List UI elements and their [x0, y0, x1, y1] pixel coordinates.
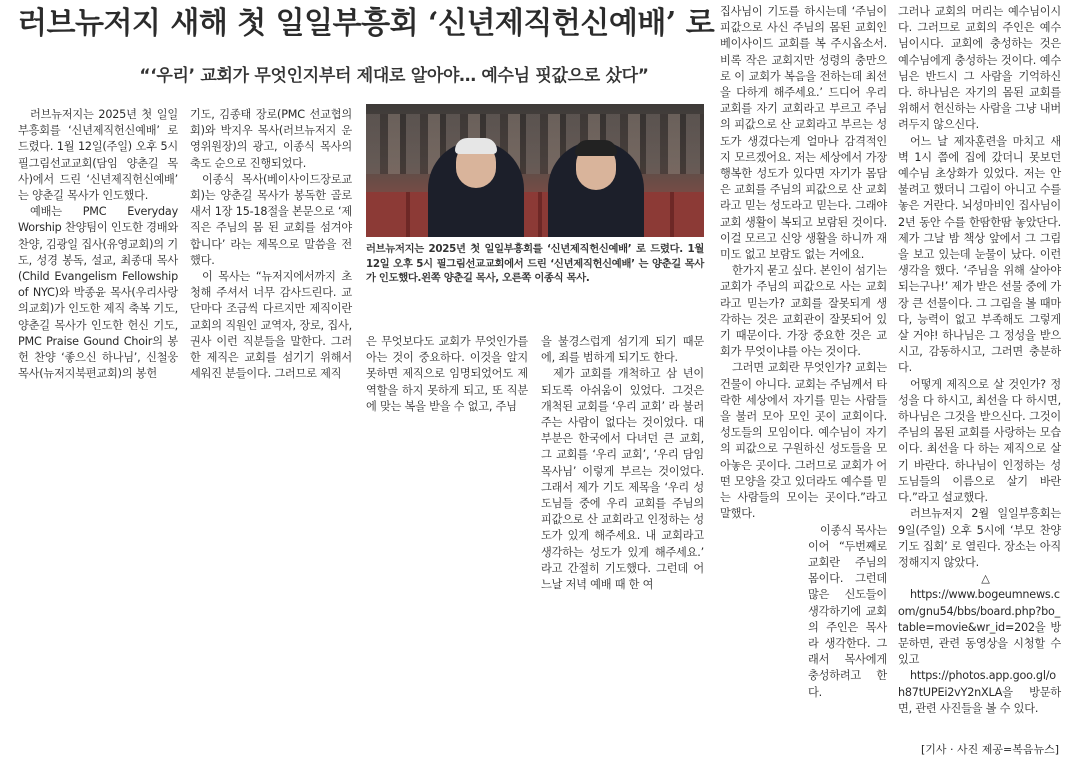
column-5 — [720, 4, 887, 701]
photo-caption: 러브뉴저지는 2025년 첫 일일부흥회를 ‘신년제직헌신예배’ 로 드렸다. 1월 12일 오후 5시 필그림선교교회에서 드린 ‘신년제직헌신예배’ 는 양춘길 목사가 인도했다.왼쪽 양춘길 목사, 오른쪽 이종식 목사. — [366, 243, 704, 284]
paragraph: 러브뉴저지 2월 일일부흥회는 9일(주일) 오후 5시에 ‘부모 찬양 기도 집회’ 로 열린다. 장소는 아직 정해지지 않았다. — [898, 507, 1061, 569]
paragraph: 제가 교회를 개척하고 삼 년이 되도록 아쉬움이 있었다. 그것은 개척된 교회를 ‘우리 교회’ 라 불러주는 사람이 없다는 것이었다. 대부분은 한국에서 다녀던 큰 교회, 그 교회를 ‘우리 교회’, ‘우리 담임 목사님’ 이렇게 부르는 것이었다. 그래서 제가 기도 제목을 ‘우리 성도님들 중에 우리 교회를 주님의 피값으로 산 교회라고 인정하는 성도가 있게 해주세요. 내 교회라고 생각하는 성도가 있게 해주세요.’ 라고 간절히 기도했다. 그런데 어느날 저녁 예배 때 한 여 — [541, 367, 704, 592]
paragraph: 그러면 교회란 무엇인가? 교회는 건물이 아니다. 교회는 주님께서 타락한 세상에서 자기를 믿는 사람들을 불러 모아 모인 곳이 교회이다. 성도들의 모임이다. 예수님이 자기의 피값으로 구원하신 성도들을 모아놓은 곳이다. 그러므로 교회가 어떤 모양을 갖고 있더라도 예수를 믿는 사람들의 모이는 곳이다.”라고 말했다. — [720, 361, 887, 521]
column-1 — [18, 107, 178, 382]
separator-mark: △ — [981, 572, 990, 586]
paragraph: 한가지 묻고 싶다. 본인이 섬기는 교회가 주님의 피값으로 사는 교회라고 믿는가? 교회를 잘못되게 생각하는 것은 교회관이 잘못되어 있기 때문이다. 가장 중요한 것은 교회가 무엇이냐를 아는 것이다. — [720, 264, 887, 359]
column-3 — [366, 334, 528, 415]
paragraph: 은 무엇보다도 교회가 무엇인가를 아는 것이 중요하다. 이것을 알지 못하면 제직으로 임명되었어도 제 역할을 하지 못하게 되고, 또 직분에 맞는 복을 받을 수 없고, 주님 — [366, 335, 528, 413]
paragraph: 을 불경스럽게 섬기게 되기 때문에, 죄를 범하게 되기도 한다. — [541, 335, 704, 365]
photo-link[interactable]: https://photos.app.goo.gl/oh87tUPEi2vY2nXLA을 방문하면, 관련 사진들을 볼 수 있다. — [898, 669, 1061, 715]
paragraph: 어느 날 제자훈련을 마치고 새벽 1시 쯤에 집에 갔더니 못보던 예수님 초상화가 있었다. 저는 안 불려고 했더니 그림이 아니고 수를 놓은 거란다. 뇌성마비인 집사님이 2년 동안 수를 한땀한땀 놓았단다. 제가 그날 밤 책상 앞에서 그 그림을 보고 있는데 눈물이 났다. 이런 생각을 했다. ‘주님을 위해 살아야 되는구나!’ 제가 받은 선물 중에 가장 큰 선물이다. 그 그림을 볼 때마다, 능력이 없고 부족해도 그렇게 살 거야! 하나님은 그 정성을 받으시고, 감동하시고, 그러면 충분하다. — [898, 134, 1061, 375]
paragraph: 집사님이 기도를 하시는데 ‘주님이 피값으로 사신 주님의 몸된 교회인 베이사이드 교회를 복 주시옵소서. 비록 작은 교회지만 성령의 충만으로 이 교회가 복음을 전하는데 최선을 다하게 해주세요.’ 드디어 우리 교회를 자기 교회라고 부르고 주님의 피값으로 산 교회라고 부르는 성도가 생겼다는게 얼마나 감격적인지 모르겠어요. 저는 세상에서 가장 행복한 성도가 있다면 자기가 몸담은 교회를 주님의 피값으로 산 교회라고 믿는 성도라고 믿는다. 그래야 교회 생활이 복되고 보람된 것이다. 이걸 모르고 신앙 생활을 하니까 재미도 없고 보람도 없는 거에요. — [720, 5, 887, 262]
video-link[interactable]: https://www.bogeumnews.com/gnu54/bbs/board.php?bo_table=movie&wr_id=202을 방문하면, 관련 동영상을 시청할 수 있고 — [898, 588, 1061, 667]
column-2 — [190, 107, 352, 382]
subheadline: “‘우리’ 교회가 무엇인지부터 제대로 알아야… 예수님 핏값으로 샀다” — [139, 66, 649, 86]
paragraph: 예배는 PMC Everyday Worship 찬양팀이 인도한 경배와 찬양, 김광일 집사(유영교회)의 기도, 성경 봉독, 설교, 최종대 목사(Child Evangelism Fellowship of NYC)와 박종윤 목사(우리사랑의교회)가 인도한 제직 축복 기도, 양춘길 목사가 인도한 헌신 기도, PMC Praise Gound Choir의 봉헌 찬양 ‘좋으신 하나님’, 신철웅 목사(뉴저지북편교회)의 봉헌 — [18, 205, 178, 381]
paragraph: 이종식 목사(베이사이드장로교회)는 양춘길 목사가 봉독한 골로새서 1장 15-18절을 본문으로 ‘제직은 주님의 몸 된 교회를 섬겨야 합니다’ 라는 제목으로 말씀을 전했다. — [190, 172, 352, 267]
paragraph: 이 목사는 “뉴저지에서까지 초청해 주셔서 너무 감사드린다. 교단마다 조금씩 다르지만 제직이란 교회의 직원인 교역자, 장로, 집사, 권사 이런 직분들을 말한다. 그러한 제직은 교회를 섬기기 위해서 세워진 분들이다. 그러므로 제직 — [190, 270, 352, 381]
column-6 — [898, 4, 1061, 717]
article-credit: [기사 · 사진 제공=복음뉴스] — [920, 743, 1059, 756]
paragraph: 어떻게 제직으로 살 것인가? 정성을 다 하시고, 최선을 다 하시면, 하나님은 그것을 받으신다. 그것이 주님의 몸된 교회를 사랑하는 모습이다. 최선을 다 하는 제직으로 살기 바란다. 하나님이 인정하는 성도님들의 이름으로 살기 바란다.”라고 설교했다. — [898, 377, 1061, 505]
paragraph: 이종식 목사는 이어 “두번째로 교회란 주님의 몸이다. 그런데 많은 신도들이 생각하기에 교회의 주인은 목사라 생각한다. 그래서 목사에게 충성하려고 한다. — [808, 523, 887, 699]
article-photo — [366, 104, 704, 237]
paragraph: 기도, 김종태 장로(PMC 선교협의회)와 박지우 목사(러브뉴저지 운영위원장)의 광고, 이종식 목사의 축도 순으로 진행되었다. — [190, 108, 352, 170]
paragraph: 러브뉴저지는 2025년 첫 일일부흥회를 ‘신년제직헌신예배’ 로 드렸다. 1월 12일(주일) 오후 5시 필그림선교교회(담임 양춘길 목사)에서 드린 ‘신년제직헌신예배’ 는 양춘길 목사가 인도했다. — [18, 108, 178, 203]
headline: 러브뉴저지 새해 첫 일일부흥회 ‘신년제직헌신예배’ 로 — [18, 6, 715, 41]
column-4 — [541, 334, 704, 593]
paragraph: 그러나 교회의 머리는 예수님이시다. 그러므로 교회의 주인은 예수님이시다. 교회에 충성하는 것은 예수님에게 충성하는 것이다. 예수님은 반드시 그 사람을 기억하신다. 하나님은 자기의 몸된 교회를 위해서 헌신하는 사람을 그냥 내버려두지 않으신다. — [898, 5, 1061, 132]
